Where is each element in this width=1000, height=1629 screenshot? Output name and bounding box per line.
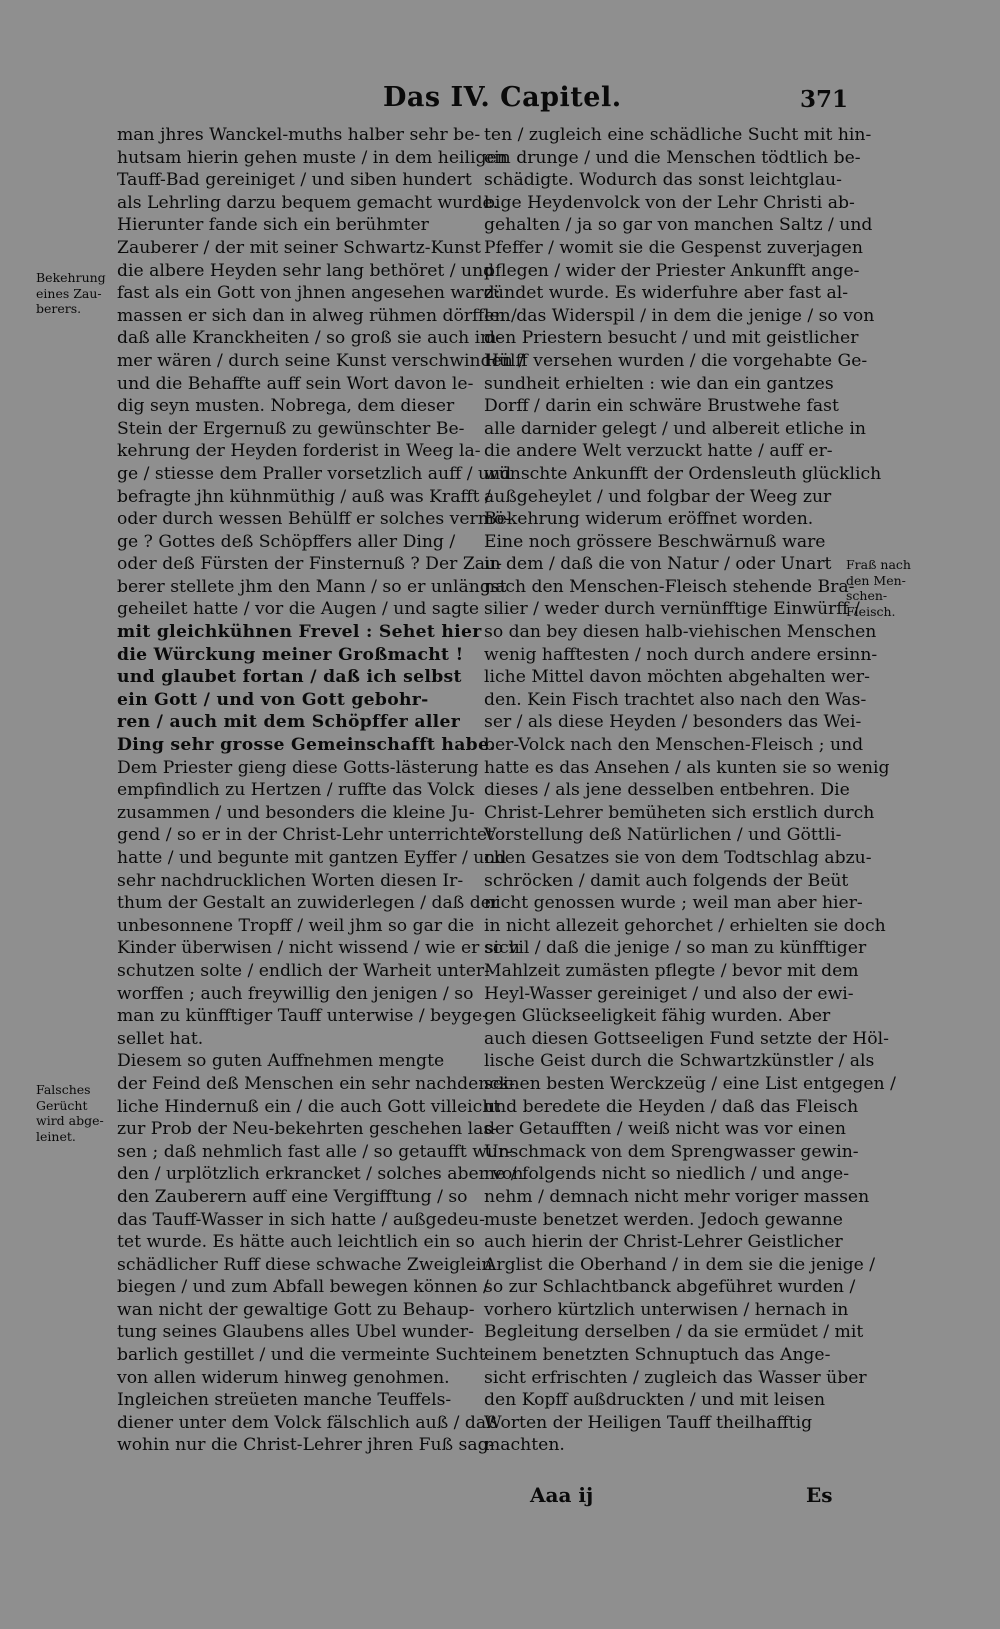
text-line: ten / zugleich eine schädliche Sucht mit hin- <box>484 125 872 145</box>
text-line: gehalten / ja so gar von manchen Saltz / und <box>484 215 873 236</box>
marginal-note-line: Gerücht <box>36 1097 88 1113</box>
text-line: auch diesen Gottseeligen Fund setzte der Höl- <box>484 1028 889 1049</box>
text-line: befragte jhn kühnmüthig / auß was Krafft / <box>117 486 491 507</box>
marginal-note-line: schen- <box>846 588 888 603</box>
text-line: ein Gott / und von Gott gebohr- <box>117 689 429 710</box>
text-line: tet wurde. Es hätte auch leichtlich ein so <box>117 1232 475 1253</box>
text-line: liche Hindernuß ein / die auch Gott villeicht <box>117 1096 501 1117</box>
text-line: Worten der Heiligen Tauff theilhafftig <box>484 1412 813 1433</box>
text-line: ein drunge / und die Menschen tödtlich be- <box>484 147 861 168</box>
text-line: der Getaufften / weiß nicht was vor einen <box>484 1119 846 1140</box>
text-line: die albere Heyden sehr lang bethöret / und <box>117 260 495 281</box>
text-line: man zu künfftiger Tauff unterwise / beyge- <box>117 1006 489 1027</box>
marginal-note-line: leinet. <box>36 1128 76 1144</box>
text-line: barlich gestillet / und die vermeinte Sucht <box>117 1345 486 1366</box>
marginal-note-line: wird abge- <box>36 1113 104 1128</box>
text-line: wünschte Ankunfft der Ordensleuth glücklich <box>484 463 882 484</box>
text-line: Dem Priester gieng diese Gotts-lästerung <box>117 757 479 778</box>
text-line: len das Widerspil / in dem die jenige / so von <box>484 305 875 326</box>
text-line: nicht genossen wurde ; weil man aber hier- <box>484 893 863 914</box>
text-line: den. Kein Fisch trachtet also nach den Was- <box>484 689 867 710</box>
text-line: Bekehrung widerum eröffnet worden. <box>484 509 814 530</box>
text-line: vorhero kürtzlich unterwisen / hernach in <box>484 1299 849 1320</box>
text-line: tung seines Glaubens alles Ubel wunder- <box>117 1322 474 1343</box>
text-line: dieses / als jene desselben entbehren. Die <box>484 780 850 801</box>
text-line: zusammen / und besonders die kleine Ju- <box>117 802 475 823</box>
marginal-note-line: eines Zau- <box>36 285 102 301</box>
text-line: Hülff versehen wurden / die vorgehabte Ge- <box>484 350 868 371</box>
text-line: pflegen / wider der Priester Ankunfft ange- <box>484 260 860 281</box>
text-line: Kinder überwisen / nicht wissend / wie er sich <box>117 938 520 959</box>
text-line: mer wären / durch seine Kunst verschwinden / <box>117 350 525 371</box>
text-line: ren / auch mit dem Schöpffer aller <box>117 712 461 733</box>
text-line: den / urplötzlich erkrancket / solches aber von <box>117 1164 524 1185</box>
text-line: mit gleichkühnen Frevel : Sehet hier <box>117 622 482 643</box>
text-line: sellet hat. <box>117 1028 204 1049</box>
text-line: in dem / daß die von Natur / oder Unart <box>484 554 832 575</box>
text-line: Christ-Lehrer bemüheten sich erstlich durch <box>484 802 875 823</box>
text-line: Mahlzeit zumästen pflegte / bevor mit dem <box>484 960 859 981</box>
text-line: machten. <box>484 1435 565 1456</box>
text-line: den Zauberern auff eine Vergifftung / so <box>117 1186 468 1207</box>
text-line: Vorstellung deß Natürlichen / und Göttli- <box>484 825 842 846</box>
text-line: bige Heydenvolck von der Lehr Christi ab- <box>484 192 855 213</box>
text-line: sen ; daß nehmlich fast alle / so getaufft wur- <box>117 1141 513 1162</box>
text-line: sehr nachdrucklichen Worten diesen Ir- <box>117 870 464 891</box>
chapter-title: Das IV. Capitel. <box>383 82 622 113</box>
text-line: und glaubet fortan / daß ich selbst <box>117 667 462 688</box>
text-line: wan nicht der gewaltige Gott zu Behaup- <box>117 1299 475 1320</box>
text-line: die andere Welt verzuckt hatte / auff er- <box>484 441 833 462</box>
text-line: silier / weder durch vernünfftige Einwürff / <box>484 599 860 620</box>
text-line: nach den Menschen-Fleisch stehende Bra- <box>484 576 855 597</box>
text-line: Heyl-Wasser gereiniget / und also der ewi- <box>484 983 854 1004</box>
signature-mark: Aaa ij <box>530 1483 594 1507</box>
text-line: und beredete die Heyden / daß das Fleisch <box>484 1096 859 1117</box>
text-line: in nicht allezeit gehorchet / erhielten sie doch <box>484 915 886 936</box>
text-line: unbesonnene Tropff / weil jhm so gar die <box>117 915 475 936</box>
text-line: so zur Schlachtbanck abgeführet wurden / <box>484 1277 856 1298</box>
marginal-note-line: Fraß nach <box>846 557 911 572</box>
text-line: außgeheylet / und folgbar der Weeg zur <box>484 486 832 507</box>
text-line: den Kopff außdruckten / und mit leisen <box>484 1390 826 1411</box>
text-line: ge ? Gottes deß Schöpffers aller Ding / <box>117 531 456 552</box>
text-line: schädigte. Wodurch das sonst leichtglau- <box>484 170 842 191</box>
text-line: massen er sich dan in alweg rühmen dörffen / <box>117 305 517 326</box>
text-line: ge / stiesse dem Praller vorsetzlich auff / und <box>117 463 512 484</box>
catchword: Es <box>806 1483 833 1507</box>
text-line: seinen besten Werckzeüg / eine List entgegen / <box>484 1073 896 1094</box>
text-line: Diesem so guten Auffnehmen mengte <box>117 1051 445 1072</box>
text-line: auch hierin der Christ-Lehrer Geistlicher <box>484 1232 843 1253</box>
text-line: Stein der Ergernuß zu gewünschter Be- <box>117 418 465 439</box>
text-line: hutsam hierin gehen muste / in dem heiligen <box>117 147 508 168</box>
text-line: die Würckung meiner Großmacht ! <box>117 644 464 665</box>
text-line: ne / folgends nicht so niedlich / und ange- <box>484 1164 850 1185</box>
text-line: chen Gesatzes sie von dem Todtschlag abzu- <box>484 848 872 868</box>
text-line: zündet wurde. Es widerfuhre aber fast al- <box>484 283 849 304</box>
text-line: muste benetzet werden. Jedoch gewanne <box>484 1209 843 1230</box>
text-line: sundheit erhielten : wie dan ein gantzes <box>484 373 834 394</box>
marginal-note-false-rumor <box>36 1082 104 1144</box>
marginal-note-line: den Men- <box>846 572 906 588</box>
text-line: zur Prob der Neu-bekehrten geschehen las- <box>117 1119 499 1140</box>
text-line: oder durch wessen Behülff er solches vermö- <box>117 509 511 530</box>
text-line: hatte / und begunte mit gantzen Eyffer / und <box>117 848 507 868</box>
text-line: diener unter dem Volck fälschlich auß / daß <box>117 1412 498 1433</box>
text-line: fast als ein Gott von jhnen angesehen ward: <box>117 283 501 304</box>
text-line: Hierunter fande sich ein berühmter <box>117 215 429 236</box>
text-line: wohin nur die Christ-Lehrer jhren Fuß sag- <box>117 1435 495 1456</box>
text-line: Ding sehr grosse Gemeinschafft habe. <box>117 735 496 756</box>
text-line: hatte es das Ansehen / als kunten sie so wenig <box>484 757 890 778</box>
text-line: kehrung der Heyden forderist in Weeg la- <box>117 441 481 462</box>
text-line: als Lehrling darzu bequem gemacht wurde. <box>117 192 499 213</box>
text-line: gen Glückseeligkeit fähig wurden. Aber <box>484 1006 831 1027</box>
page-number: 371 <box>800 86 849 113</box>
text-line: oder deß Fürsten der Finsternuß ? Der Zau- <box>117 554 502 575</box>
text-line: Dorff / darin ein schwäre Brustwehe fast <box>484 396 839 417</box>
text-line: Ingleichen streüeten manche Teuffels- <box>117 1390 452 1411</box>
marginal-note-line: Falsches <box>36 1082 91 1097</box>
text-line: Eine noch grössere Beschwärnuß ware <box>484 531 826 552</box>
text-line: so vil / daß die jenige / so man zu künfftiger <box>484 938 867 959</box>
text-line: schutzen solte / endlich der Warheit unter- <box>117 960 490 981</box>
text-line: schröcken / damit auch folgends der Beüt <box>484 870 849 891</box>
text-line: einem benetzten Schnuptuch das Ange- <box>484 1345 831 1366</box>
text-line: man jhres Wanckel-muths halber sehr be- <box>117 125 481 145</box>
text-line: empfindlich zu Hertzen / ruffte das Volck <box>117 780 475 801</box>
text-line: sicht erfrischten / zugleich das Wasser über <box>484 1367 867 1388</box>
marginal-note-line: Bekehrung <box>36 270 106 285</box>
marginal-note-line: berers. <box>36 301 82 316</box>
text-line: nehm / demnach nicht mehr voriger massen <box>484 1186 870 1207</box>
marginal-note-conversion <box>36 270 106 317</box>
text-line: Arglist die Oberhand / in dem sie die jenige / <box>484 1254 876 1275</box>
text-line: schädlicher Ruff diese schwache Zweiglein <box>117 1254 493 1275</box>
text-line: der Feind deß Menschen ein sehr nachdenck- <box>117 1073 515 1094</box>
marginal-note-line: Fleisch. <box>846 603 896 619</box>
text-line: thum der Gestalt an zuwiderlegen / daß der <box>117 893 500 914</box>
text-line: Pfeffer / womit sie die Gespenst zuverjagen <box>484 237 863 258</box>
text-line: worffen ; auch freywillig den jenigen / so <box>117 983 474 1004</box>
marginal-note-cannibalism <box>846 557 911 619</box>
text-line: alle darnider gelegt / und albereit etliche in <box>484 418 866 439</box>
text-line: Begleitung derselben / da sie ermüdet / mit <box>484 1322 864 1343</box>
text-line: daß alle Kranckheiten / so groß sie auch im- <box>117 328 503 349</box>
text-line: dig seyn musten. Nobrega, dem dieser <box>117 396 455 417</box>
text-line: ser / als diese Heyden / besonders das Wei- <box>484 712 862 733</box>
text-line: berer stellete jhm den Mann / so er unlängst <box>117 576 507 597</box>
text-line: lische Geist durch die Schwartzkünstler / als <box>484 1051 875 1072</box>
text-line: Zauberer / der mit seiner Schwartz-Kunst <box>117 237 481 258</box>
text-line: gend / so er in der Christ-Lehr unterrichtet <box>117 825 494 846</box>
text-line: liche Mittel davon möchten abgehalten wer- <box>484 667 870 688</box>
text-line: so dan bey diesen halb-viehischen Menschen <box>484 622 877 643</box>
text-line: Unschmack von dem Sprengwasser gewin- <box>484 1141 859 1162</box>
text-line: das Tauff-Wasser in sich hatte / außgedeu- <box>117 1209 485 1230</box>
text-line: Tauff-Bad gereiniget / und siben hundert <box>117 170 472 191</box>
text-line: von allen widerum hinweg genohmen. <box>117 1367 450 1388</box>
text-line: geheilet hatte / vor die Augen / und sagte <box>117 599 480 620</box>
text-line: und die Behaffte auff sein Wort davon le- <box>117 373 474 394</box>
text-line: ber-Volck nach den Menschen-Fleisch ; und <box>484 735 864 756</box>
text-line: den Priestern besucht / und mit geistlicher <box>484 328 859 349</box>
text-line: wenig hafftesten / noch durch andere ersinn- <box>484 644 878 665</box>
text-line: biegen / und zum Abfall bewegen können / <box>117 1277 489 1298</box>
